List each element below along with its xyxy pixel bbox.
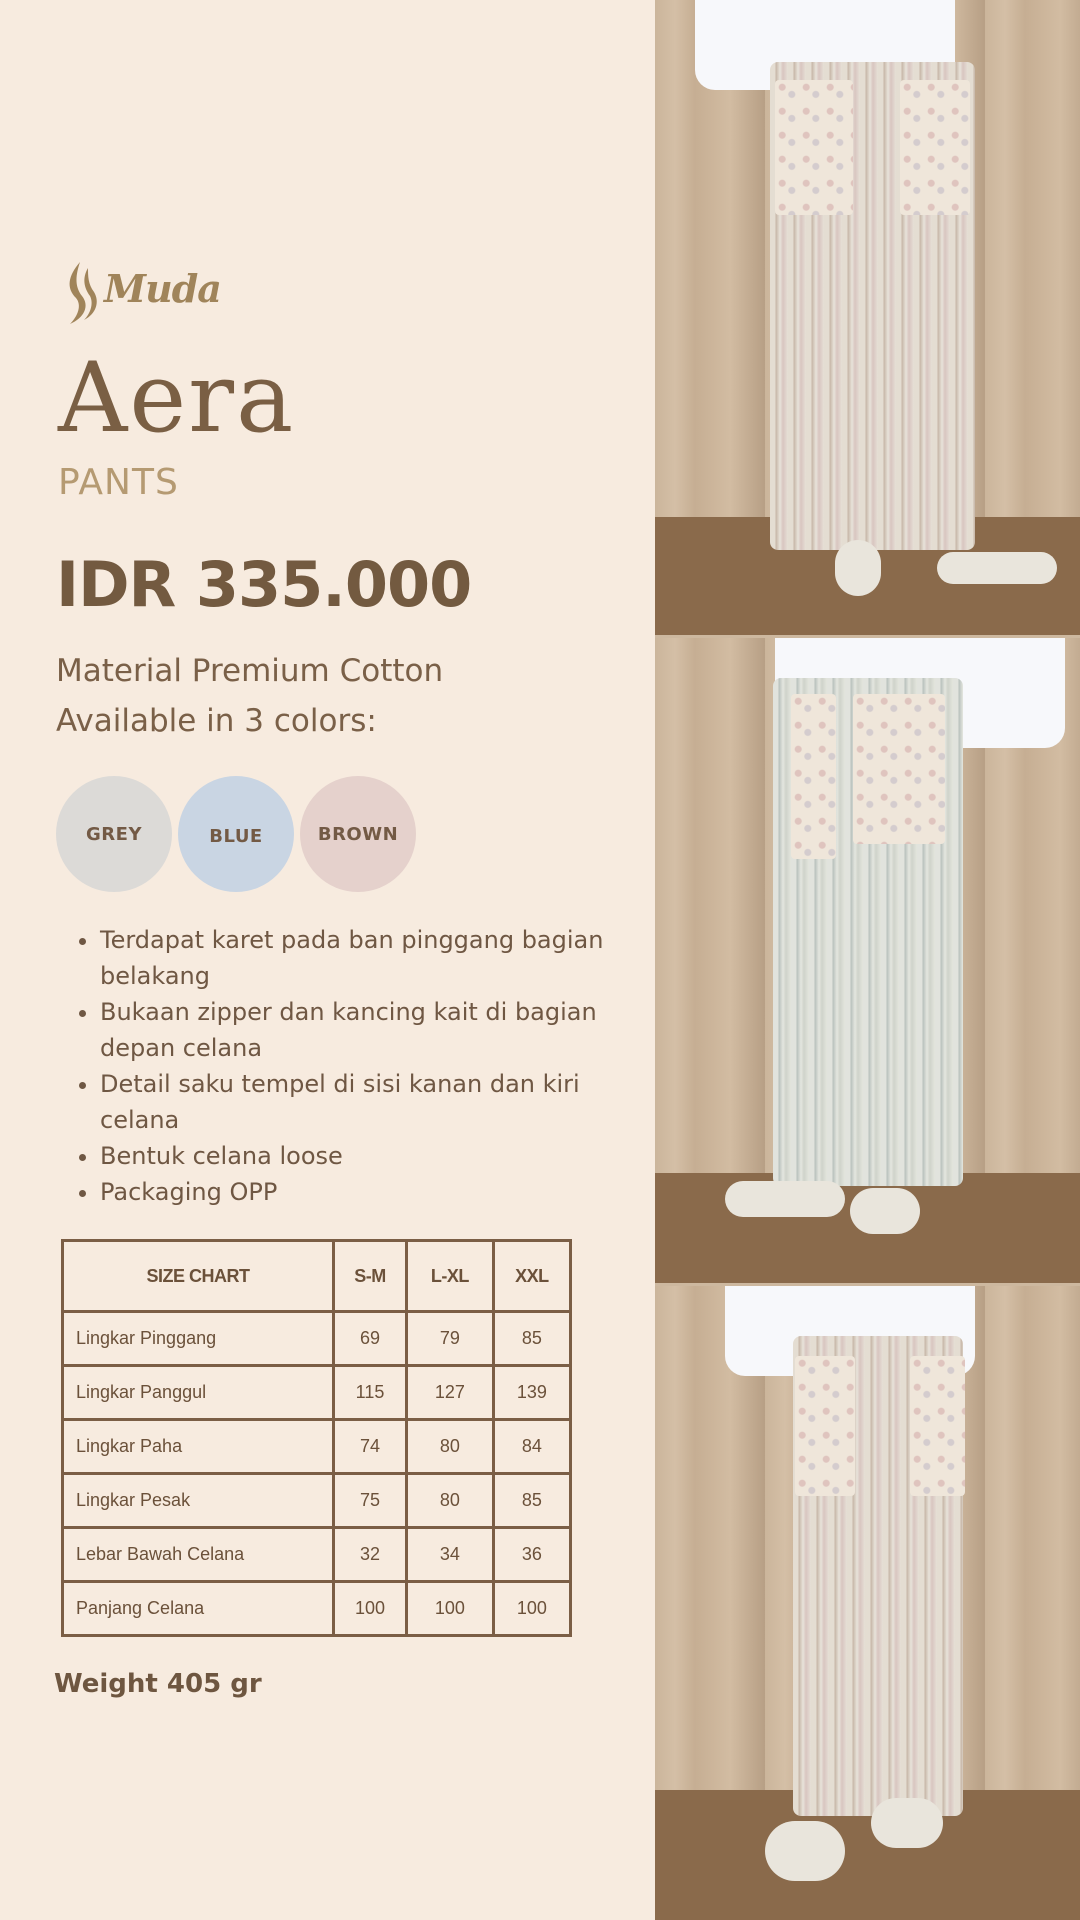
cell-value: 85 (493, 1312, 570, 1366)
cell-value: 84 (493, 1420, 570, 1474)
product-name: Aera (58, 342, 296, 454)
size-header-s-m: S-M (334, 1241, 407, 1312)
feature-list (76, 922, 640, 1210)
feature-item: • Terdapat karet pada ban pinggang bagian belakang (100, 922, 640, 994)
brand-logo (62, 258, 221, 328)
row-label: Lebar Bawah Celana (63, 1528, 334, 1582)
feature-item: • Bentuk celana loose (100, 1138, 640, 1174)
row-label: Lingkar Pinggang (63, 1312, 334, 1366)
size-header-xxl: XXL (493, 1241, 570, 1312)
cell-value: 85 (493, 1474, 570, 1528)
table-row (63, 1582, 571, 1636)
color-swatches (56, 776, 416, 892)
material-text: Material Premium Cotton (56, 653, 444, 689)
row-label: Lingkar Paha (63, 1420, 334, 1474)
row-label: Lingkar Pesak (63, 1474, 334, 1528)
cell-value: 80 (406, 1474, 493, 1528)
size-chart-title: SIZE CHART (63, 1241, 334, 1312)
table-row (63, 1528, 571, 1582)
brand-wordmark: Muda (104, 266, 221, 311)
product-photo (655, 1286, 1080, 1920)
row-label: Panjang Celana (63, 1582, 334, 1636)
cell-value: 74 (334, 1420, 407, 1474)
cell-value: 34 (406, 1528, 493, 1582)
color-swatch-grey[interactable]: GREY (56, 776, 172, 892)
cell-value: 127 (406, 1366, 493, 1420)
size-chart-table (61, 1239, 572, 1637)
color-swatch-brown[interactable]: BROWN (300, 776, 416, 892)
table-row (63, 1312, 571, 1366)
cell-value: 69 (334, 1312, 407, 1366)
photo-column (655, 0, 1080, 1920)
product-photo (655, 638, 1080, 1283)
feature-item: • Bukaan zipper dan kancing kait di bagian depan celana (100, 994, 640, 1066)
cell-value: 80 (406, 1420, 493, 1474)
row-label: Lingkar Panggul (63, 1366, 334, 1420)
size-header-l-xl: L-XL (406, 1241, 493, 1312)
size-chart-header-row (63, 1241, 571, 1312)
product-price: IDR 335.000 (56, 548, 472, 621)
table-row (63, 1474, 571, 1528)
product-weight: Weight 405 gr (54, 1669, 262, 1699)
product-photo (655, 0, 1080, 635)
cell-value: 32 (334, 1528, 407, 1582)
table-row (63, 1420, 571, 1474)
cell-value: 139 (493, 1366, 570, 1420)
cell-value: 79 (406, 1312, 493, 1366)
colors-intro-text: Available in 3 colors: (56, 703, 377, 739)
feature-item: • Packaging OPP (100, 1174, 640, 1210)
cell-value: 115 (334, 1366, 407, 1420)
product-category: PANTS (58, 462, 179, 503)
cell-value: 36 (493, 1528, 570, 1582)
cell-value: 100 (334, 1582, 407, 1636)
table-row (63, 1366, 571, 1420)
cell-value: 75 (334, 1474, 407, 1528)
brand-flame-icon (62, 258, 102, 328)
feature-item: • Detail saku tempel di sisi kanan dan kiri celana (100, 1066, 640, 1138)
color-swatch-blue[interactable]: BLUE (178, 776, 294, 892)
cell-value: 100 (493, 1582, 570, 1636)
cell-value: 100 (406, 1582, 493, 1636)
